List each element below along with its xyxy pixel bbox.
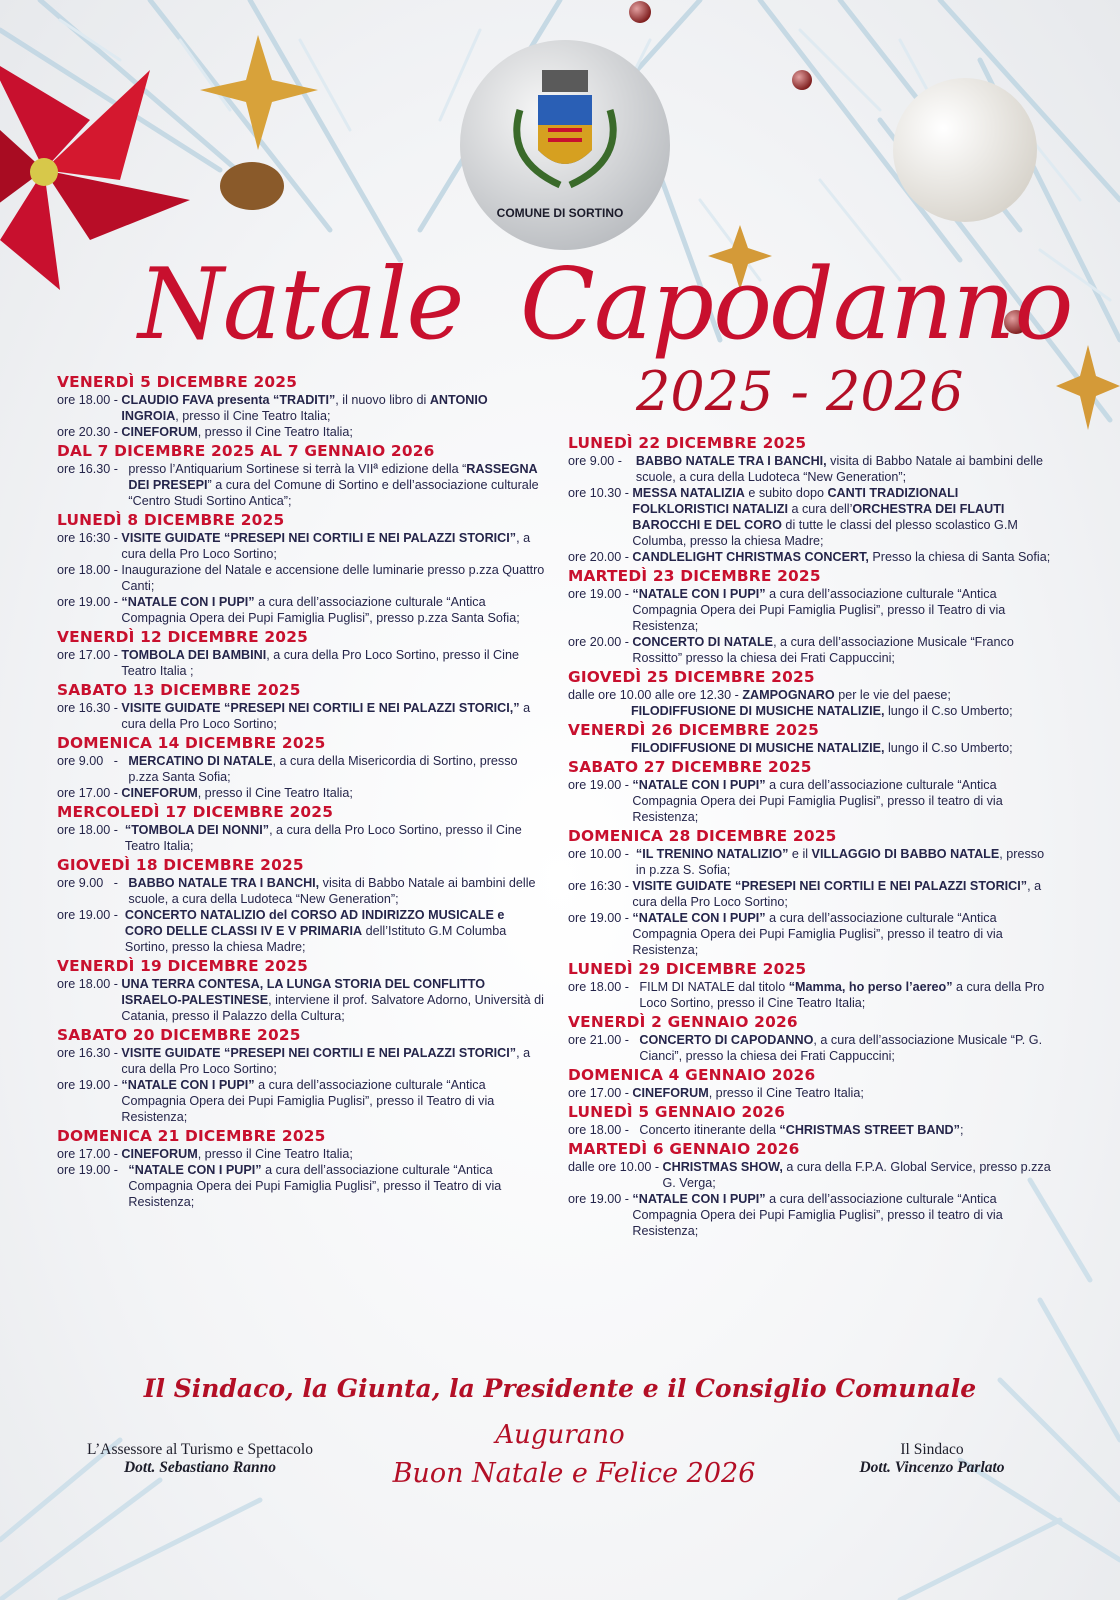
municipality-label: COMUNE DI SORTINO bbox=[496, 206, 624, 220]
event-description bbox=[632, 586, 1056, 634]
event-item bbox=[568, 910, 1056, 958]
event-highlight: VISITE GUIDATE “PRESEPI NEI CORTILI E NEI PALAZZI STORICI” bbox=[121, 1046, 517, 1060]
event-time: ore 20.00 - bbox=[568, 550, 633, 564]
day-heading: VENERDÌ 12 DICEMBRE 2025 bbox=[57, 628, 309, 646]
event-item bbox=[57, 424, 545, 440]
day-heading: VENERDÌ 2 GENNAIO 2026 bbox=[568, 1013, 798, 1031]
day-section bbox=[57, 957, 545, 1024]
signature-name: Dott. Sebastiano Ranno bbox=[123, 1459, 277, 1476]
day-section bbox=[57, 1127, 545, 1210]
event-time: dalle ore 10.00 alle ore 12.30 - bbox=[568, 688, 743, 702]
event-item bbox=[57, 392, 545, 424]
event-description bbox=[639, 979, 1056, 1011]
day-section bbox=[57, 1026, 545, 1125]
day-section bbox=[568, 668, 1056, 719]
event-time: ore 9.00 - bbox=[568, 454, 636, 468]
day-heading: DAL 7 DICEMBRE 2025 AL 7 GENNAIO 2026 bbox=[57, 442, 435, 460]
title-capodanno: Capodanno bbox=[520, 248, 1073, 362]
day-section bbox=[568, 721, 1056, 756]
event-description bbox=[121, 785, 545, 801]
berry-icon bbox=[629, 1, 651, 23]
event-highlight: ORCHESTRA DEI FLAUTI BAROCCHI E DEL CORO bbox=[632, 502, 1005, 532]
wishes-line: Buon Natale e Felice 2026 bbox=[392, 1458, 756, 1489]
event-description bbox=[128, 461, 545, 509]
event-highlight: VISITE GUIDATE “PRESEPI NEI CORTILI E NEI PALAZZI STORICI,” bbox=[121, 701, 520, 715]
event-time: ore 19.00 - bbox=[57, 1163, 129, 1177]
signature-name: Dott. Vincenzo Parlato bbox=[859, 1459, 1005, 1476]
event-text: presso l’Antiquarium Sortinese si terrà la VIIª edizione della “ bbox=[128, 462, 467, 476]
event-highlight: ANTONIO INGROIA bbox=[121, 393, 488, 423]
event-item bbox=[568, 549, 1056, 565]
day-heading: DOMENICA 4 GENNAIO 2026 bbox=[568, 1066, 816, 1084]
event-highlight: CINEFORUM bbox=[121, 425, 198, 439]
event-highlight: FILODIFFUSIONE DI MUSICHE NATALIZIE, bbox=[630, 704, 885, 718]
event-item bbox=[57, 875, 545, 907]
event-text: a cura dell’ bbox=[787, 502, 853, 516]
day-heading: LUNEDÌ 8 DICEMBRE 2025 bbox=[57, 511, 285, 529]
event-description bbox=[632, 1191, 1056, 1239]
day-section bbox=[568, 1066, 1056, 1101]
signature-role: Il Sindaco bbox=[900, 1441, 964, 1458]
pine-cone-icon bbox=[220, 162, 284, 210]
event-item bbox=[568, 979, 1056, 1011]
event-text: Presso la chiesa di Santa Sofia; bbox=[868, 550, 1051, 564]
event-item bbox=[568, 1191, 1056, 1239]
event-text: a cura dell’associazione culturale “Antica Compagnia Opera dei Pupi Famiglia Puglisi”, presso il Teatro di via Resistenza; bbox=[632, 587, 1006, 633]
event-highlight: CINEFORUM bbox=[121, 1147, 198, 1161]
day-section bbox=[57, 856, 545, 955]
event-item bbox=[57, 1045, 545, 1077]
event-time: ore 19.00 - bbox=[568, 587, 633, 601]
event-text: lungo il C.so Umberto; bbox=[884, 741, 1013, 755]
event-text: , il nuovo libro di bbox=[335, 393, 430, 407]
event-description bbox=[128, 753, 545, 785]
day-section bbox=[568, 758, 1056, 825]
event-time: ore 10.30 - bbox=[568, 486, 633, 500]
day-heading: LUNEDÌ 5 GENNAIO 2026 bbox=[568, 1103, 786, 1121]
event-text: , presso in p.zza S. Sofia; bbox=[635, 847, 1045, 877]
event-highlight: CLAUDIO FAVA presenta “TRADITI” bbox=[121, 393, 336, 407]
event-time: ore 16.30 - bbox=[57, 1046, 122, 1060]
event-time: ore 18.00 - bbox=[57, 823, 125, 837]
event-item bbox=[568, 1032, 1056, 1064]
event-description bbox=[639, 1122, 1056, 1138]
event-highlight: “NATALE CON I PUPI” bbox=[632, 587, 766, 601]
event-time: ore 19.00 - bbox=[57, 595, 122, 609]
event-description bbox=[632, 634, 1056, 666]
event-text: , a cura dell’associazione Musicale “Franco Rossitto” presso la chiesa dei Frati Cappuccini; bbox=[632, 635, 1014, 665]
event-highlight: VISITE GUIDATE “PRESEPI NEI CORTILI E NEI PALAZZI STORICI” bbox=[632, 879, 1028, 893]
event-description bbox=[121, 647, 545, 679]
title-natale: Natale bbox=[138, 248, 464, 362]
event-item bbox=[568, 453, 1056, 485]
event-text: , a cura della Pro Loco Sortino; bbox=[121, 1046, 531, 1076]
event-highlight: “TOMBOLA DEI NONNI” bbox=[124, 823, 270, 837]
day-section bbox=[57, 803, 545, 854]
event-text: e subito dopo bbox=[744, 486, 828, 500]
event-item bbox=[568, 634, 1056, 666]
ornament-ball-icon bbox=[893, 78, 1037, 222]
event-text: , a cura della Misericordia di Sortino, presso p.zza Santa Sofia; bbox=[128, 754, 518, 784]
event-item bbox=[57, 976, 545, 1024]
berry-icon bbox=[792, 70, 812, 90]
event-highlight: CONCERTO DI NATALE bbox=[632, 635, 774, 649]
event-time: ore 19.00 - bbox=[57, 908, 125, 922]
day-heading: VENERDÌ 26 DICEMBRE 2025 bbox=[568, 721, 820, 739]
event-time: ore 16.30 - bbox=[57, 462, 129, 476]
event-text: , presso il Cine Teatro Italia; bbox=[197, 1147, 353, 1161]
event-text: , a cura della Pro Loco Sortino, presso il Cine Teatro Italia ; bbox=[121, 648, 519, 678]
event-description bbox=[121, 1077, 545, 1125]
event-description bbox=[632, 485, 1056, 549]
day-section bbox=[57, 442, 545, 509]
event-time: ore 19.00 - bbox=[57, 1078, 122, 1092]
event-text: , a cura della Pro Loco Sortino, presso il Cine Teatro Italia; bbox=[124, 823, 522, 853]
event-item bbox=[57, 461, 545, 509]
day-heading: SABATO 20 DICEMBRE 2025 bbox=[57, 1026, 301, 1044]
event-time: ore 19.00 - bbox=[568, 778, 633, 792]
day-heading: SABATO 27 DICEMBRE 2025 bbox=[568, 758, 812, 776]
event-text: , presso il Cine Teatro Italia; bbox=[197, 425, 353, 439]
event-text: a cura dell’associazione culturale “Antica Compagnia Opera dei Pupi Famiglia Puglisi”, presso il teatro di via Resistenza; bbox=[632, 1192, 1003, 1238]
event-item bbox=[568, 703, 1056, 719]
event-text: visita di Babbo Natale ai bambini delle scuole, a cura della Ludoteca “New Generation”; bbox=[635, 454, 1043, 484]
event-text: a cura dell’associazione culturale “Antica Compagnia Opera dei Pupi Famiglia Puglisi”, presso il Teatro di via Resistenza; bbox=[121, 1078, 495, 1124]
event-time: ore 17.00 - bbox=[568, 1086, 633, 1100]
day-heading: LUNEDÌ 22 DICEMBRE 2025 bbox=[568, 434, 807, 452]
event-description bbox=[121, 424, 545, 440]
event-description bbox=[639, 1032, 1056, 1064]
event-highlight: RASSEGNA DEI PRESEPI bbox=[128, 462, 538, 492]
event-text: a cura della Pro Loco Sortino, presso il Cine Teatro Italia; bbox=[639, 980, 1045, 1010]
event-item bbox=[57, 907, 545, 955]
event-text: FILM DI NATALE dal titolo bbox=[639, 980, 789, 994]
event-text: Concerto itinerante della bbox=[639, 1123, 780, 1137]
event-text: ; bbox=[959, 1123, 964, 1137]
event-highlight: “NATALE CON I PUPI” bbox=[121, 1078, 255, 1092]
day-heading: SABATO 13 DICEMBRE 2025 bbox=[57, 681, 301, 699]
event-time bbox=[568, 703, 631, 719]
event-text: di tutte le classi del plesso scolastico G.M Columba, presso la chiesa Madre; bbox=[632, 518, 1018, 548]
day-heading: LUNEDÌ 29 DICEMBRE 2025 bbox=[568, 960, 807, 978]
event-description bbox=[631, 740, 1056, 756]
event-highlight: CHRISTMAS SHOW, bbox=[662, 1160, 783, 1174]
event-description bbox=[125, 822, 545, 854]
event-time: ore 19.00 - bbox=[568, 911, 633, 925]
day-section bbox=[57, 734, 545, 801]
event-time: ore 16.30 - bbox=[57, 701, 122, 715]
event-time: ore 17.00 - bbox=[57, 786, 122, 800]
event-text: a cura della F.P.A. Global Service, presso p.zza G. Verga; bbox=[662, 1160, 1051, 1190]
event-item bbox=[57, 1162, 545, 1210]
event-description bbox=[121, 530, 545, 562]
event-description bbox=[121, 392, 545, 424]
event-text: , a cura della Pro Loco Sortino; bbox=[632, 879, 1042, 909]
day-section bbox=[568, 1140, 1056, 1239]
event-highlight: FILODIFFUSIONE DI MUSICHE NATALIZIE, bbox=[630, 741, 885, 755]
event-highlight: “Mamma, ho perso l’aereo” bbox=[788, 980, 953, 994]
event-item bbox=[57, 700, 545, 732]
signature-role: L’Assessore al Turismo e Spettacolo bbox=[87, 1441, 313, 1458]
event-highlight: BABBO NATALE TRA I BANCHI, bbox=[635, 454, 827, 468]
day-heading: MARTEDÌ 23 DICEMBRE 2025 bbox=[568, 567, 821, 585]
event-item bbox=[57, 785, 545, 801]
event-time: ore 18.00 - bbox=[568, 980, 640, 994]
event-text: a cura della Pro Loco Sortino; bbox=[121, 701, 531, 731]
event-description bbox=[121, 1045, 545, 1077]
event-highlight: “NATALE CON I PUPI” bbox=[632, 778, 766, 792]
day-heading: VENERDÌ 19 DICEMBRE 2025 bbox=[57, 957, 309, 975]
event-item bbox=[57, 822, 545, 854]
day-section bbox=[568, 1013, 1056, 1064]
day-heading: MERCOLEDÌ 17 DICEMBRE 2025 bbox=[57, 803, 334, 821]
event-text: a cura dell’associazione culturale “Antica Compagnia Opera dei Pupi Famiglia Puglisi”, presso il Teatro di via Resistenza; bbox=[128, 1163, 502, 1209]
event-description bbox=[636, 846, 1056, 878]
event-highlight: CINEFORUM bbox=[121, 786, 198, 800]
event-text: , a cura della Pro Loco Sortino; bbox=[121, 531, 531, 561]
event-description bbox=[125, 907, 545, 955]
event-description bbox=[632, 878, 1056, 910]
day-heading: DOMENICA 14 DICEMBRE 2025 bbox=[57, 734, 326, 752]
event-description bbox=[632, 549, 1056, 565]
event-description bbox=[121, 562, 545, 594]
event-highlight: BABBO NATALE TRA I BANCHI, bbox=[128, 876, 320, 890]
event-text: e il bbox=[788, 847, 812, 861]
event-highlight: “CHRISTMAS STREET BAND” bbox=[779, 1123, 960, 1137]
event-description bbox=[121, 976, 545, 1024]
event-highlight: TOMBOLA DEI BAMBINI bbox=[121, 648, 267, 662]
day-section bbox=[57, 628, 545, 679]
day-section bbox=[57, 373, 545, 440]
day-heading: MARTEDÌ 6 GENNAIO 2026 bbox=[568, 1140, 800, 1158]
event-text: per le vie del paese; bbox=[834, 688, 951, 702]
event-text: ” a cura del Comune di Sortino e dell’associazione culturale “Centro Studi Sortino Antica”; bbox=[128, 478, 539, 508]
event-item bbox=[57, 1146, 545, 1162]
event-text: visita di Babbo Natale ai bambini delle scuole, a cura della Ludoteca “New Generation”; bbox=[128, 876, 536, 906]
events-column-right bbox=[568, 434, 1056, 1241]
day-section bbox=[568, 960, 1056, 1011]
event-item bbox=[568, 777, 1056, 825]
greeting-line: Il Sindaco, la Giunta, la Presidente e il Consiglio Comunale bbox=[143, 1374, 977, 1403]
events-column-left bbox=[57, 373, 545, 1212]
event-text: , presso il Cine Teatro Italia; bbox=[708, 1086, 864, 1100]
event-description bbox=[663, 1159, 1056, 1191]
event-description bbox=[632, 777, 1056, 825]
event-description bbox=[121, 594, 545, 626]
event-highlight: CINEFORUM bbox=[632, 1086, 709, 1100]
event-highlight: CONCERTO DI CAPODANNO bbox=[639, 1033, 814, 1047]
event-time: ore 10.00 - bbox=[568, 847, 636, 861]
event-item bbox=[568, 586, 1056, 634]
event-item bbox=[568, 1085, 1056, 1101]
event-item bbox=[568, 1122, 1056, 1138]
title-years: 2025 - 2026 bbox=[636, 360, 964, 423]
event-item bbox=[568, 485, 1056, 549]
event-text: , a cura dell’associazione Musicale “P. G. Cianci”, presso la chiesa dei Frati Cappuccini; bbox=[639, 1033, 1043, 1063]
day-heading: GIOVEDÌ 18 DICEMBRE 2025 bbox=[57, 856, 304, 874]
day-heading: VENERDÌ 5 DICEMBRE 2025 bbox=[57, 373, 298, 391]
event-time: ore 20.00 - bbox=[568, 635, 633, 649]
event-description bbox=[636, 453, 1056, 485]
event-description bbox=[632, 910, 1056, 958]
event-item bbox=[568, 687, 1056, 703]
event-time: ore 17.00 - bbox=[57, 1147, 122, 1161]
event-time: ore 18.00 - bbox=[57, 563, 122, 577]
day-section bbox=[57, 681, 545, 732]
event-item bbox=[57, 530, 545, 562]
event-description bbox=[121, 1146, 545, 1162]
day-heading: DOMENICA 28 DICEMBRE 2025 bbox=[568, 827, 837, 845]
event-time: ore 9.00 - bbox=[57, 754, 129, 768]
event-highlight: “IL TRENINO NATALIZIO” bbox=[635, 847, 789, 861]
event-description bbox=[742, 687, 1056, 703]
event-text: , presso il Cine Teatro Italia; bbox=[197, 786, 353, 800]
event-highlight: ZAMPOGNARO bbox=[742, 688, 835, 702]
event-highlight: “NATALE CON I PUPI” bbox=[632, 1192, 766, 1206]
event-highlight: CANDLELIGHT CHRISTMAS CONCERT, bbox=[632, 550, 869, 564]
event-highlight: MESSA NATALIZIA bbox=[632, 486, 745, 500]
event-description bbox=[128, 875, 545, 907]
event-item bbox=[57, 1077, 545, 1125]
event-item bbox=[57, 647, 545, 679]
event-highlight: CONCERTO NATALIZIO del CORSO AD INDIRIZZO MUSICALE e CORO DELLE CLASSI IV E V PRIMARIA bbox=[124, 908, 505, 938]
day-section bbox=[568, 434, 1056, 565]
event-highlight: CANTI TRADIZIONALI FOLKLORISTICI NATALIZI bbox=[632, 486, 959, 516]
day-heading: GIOVEDÌ 25 DICEMBRE 2025 bbox=[568, 668, 815, 686]
augurano-line: Augurano bbox=[495, 1420, 625, 1450]
event-time: ore 16:30 - bbox=[57, 531, 122, 545]
event-highlight: “NATALE CON I PUPI” bbox=[632, 911, 766, 925]
event-highlight: UNA TERRA CONTESA, LA LUNGA STORIA DEL CONFLITTO ISRAELO-PALESTINESE bbox=[121, 977, 486, 1007]
day-section bbox=[57, 511, 545, 626]
event-time: ore 20.30 - bbox=[57, 425, 122, 439]
event-text: dell’Istituto G.M Columba Sortino, presso la chiesa Madre; bbox=[124, 924, 507, 954]
event-text: , interviene il prof. Salvatore Adorno, Università di Catania, presso il Palazzo della Cultura; bbox=[121, 993, 544, 1023]
event-item bbox=[57, 562, 545, 594]
day-section bbox=[568, 827, 1056, 958]
event-time: ore 16:30 - bbox=[568, 879, 633, 893]
event-highlight: VISITE GUIDATE “PRESEPI NEI CORTILI E NEI PALAZZI STORICI” bbox=[121, 531, 517, 545]
event-highlight: VILLAGGIO DI BABBO NATALE bbox=[811, 847, 1000, 861]
event-text: lungo il C.so Umberto; bbox=[884, 704, 1013, 718]
event-time: ore 18.00 - bbox=[57, 977, 122, 991]
event-time: ore 9.00 - bbox=[57, 876, 129, 890]
event-text: a cura dell’associazione culturale “Antica Compagnia Opera dei Pupi Famiglia Puglisi”, presso il teatro di via Resistenza; bbox=[632, 778, 1003, 824]
event-time: ore 21.00 - bbox=[568, 1033, 640, 1047]
gold-star-icon bbox=[200, 35, 318, 150]
day-heading: DOMENICA 21 DICEMBRE 2025 bbox=[57, 1127, 326, 1145]
event-text: Inaugurazione del Natale e accensione delle luminarie presso p.zza Quattro Canti; bbox=[121, 563, 545, 593]
event-time: ore 18.00 - bbox=[568, 1123, 640, 1137]
day-section bbox=[568, 567, 1056, 666]
event-item bbox=[568, 846, 1056, 878]
event-highlight: MERCATINO DI NATALE bbox=[128, 754, 273, 768]
event-time: ore 19.00 - bbox=[568, 1192, 633, 1206]
event-item bbox=[568, 878, 1056, 910]
event-time: ore 17.00 - bbox=[57, 648, 122, 662]
event-item bbox=[57, 594, 545, 626]
signature-sindaco bbox=[822, 1441, 1042, 1477]
event-highlight: “NATALE CON I PUPI” bbox=[121, 595, 255, 609]
event-description bbox=[121, 700, 545, 732]
signature-assessore bbox=[50, 1441, 350, 1477]
event-description bbox=[632, 1085, 1056, 1101]
event-item bbox=[57, 753, 545, 785]
day-section bbox=[568, 1103, 1056, 1138]
event-text: a cura dell’associazione culturale “Antica Compagnia Opera dei Pupi Famiglia Puglisi”, presso p.zza Santa Sofia; bbox=[121, 595, 520, 625]
event-description bbox=[128, 1162, 545, 1210]
event-text: , presso il Cine Teatro Italia; bbox=[175, 409, 331, 423]
event-time: ore 18.00 - bbox=[57, 393, 122, 407]
event-time bbox=[568, 740, 631, 756]
event-item bbox=[568, 740, 1056, 756]
event-item bbox=[568, 1159, 1056, 1191]
event-description bbox=[631, 703, 1056, 719]
event-highlight: “NATALE CON I PUPI” bbox=[128, 1163, 262, 1177]
event-text: a cura dell’associazione culturale “Antica Compagnia Opera dei Pupi Famiglia Puglisi”, presso il teatro di via Resistenza; bbox=[632, 911, 1003, 957]
event-time: dalle ore 10.00 - bbox=[568, 1160, 663, 1174]
